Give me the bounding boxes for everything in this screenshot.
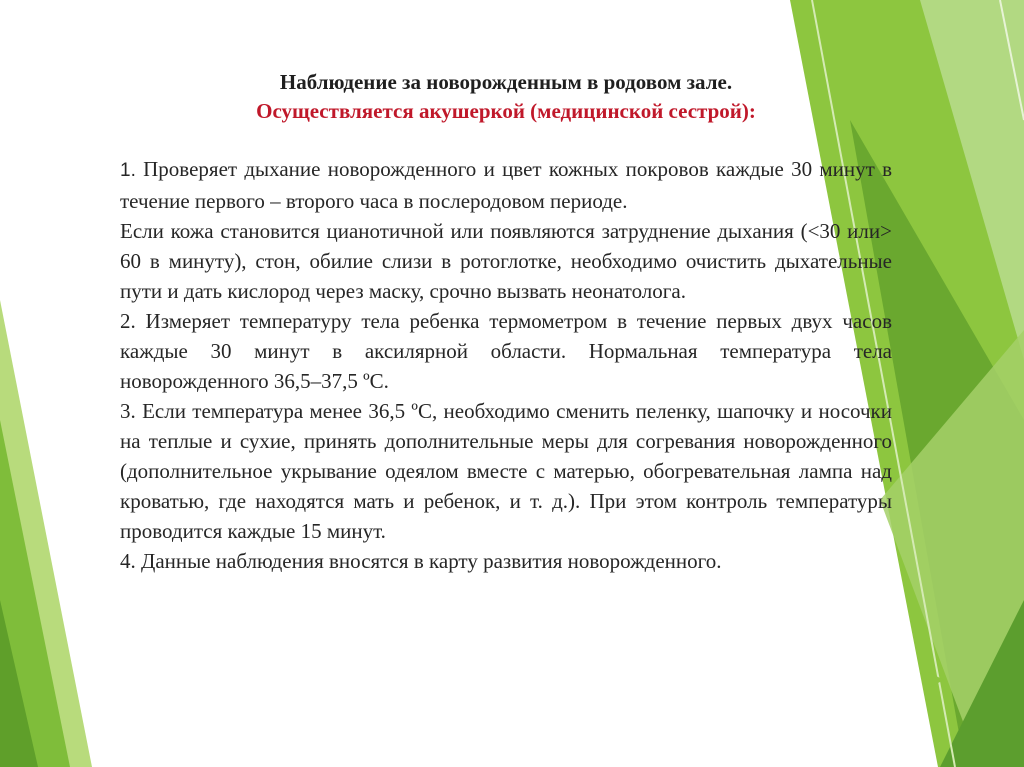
paragraph-text: 4. Данные наблюдения вносятся в карту развития новорожденного. — [120, 549, 722, 573]
slide-content — [120, 68, 892, 576]
slide-subtitle: Осуществляется акушеркой (медицинской сестрой): — [256, 99, 756, 123]
paragraph-text: Если кожа становится цианотичной или появляются затруднение дыхания (<30 или> 60 в минуту), стон, обилие слизи в ротоглотке, необходимо очистить дыхательные пути и дать кислород через маску, срочно вызвать неонатолога. — [120, 219, 892, 303]
paragraph-text: 2. Измеряет температуру тела ребенка термометром в течение первых двух часов каждые 30 минут в аксилярной области. Нормальная температура тела новорожденного 36,5–37,5 ºС. — [120, 309, 892, 393]
paragraph-1 — [120, 154, 892, 216]
paragraph-3 — [120, 306, 892, 396]
paragraph-5 — [120, 546, 892, 576]
paragraph-text: 3. Если температура менее 36,5 ºС, необходимо сменить пеленку, шапочку и носочки на теплые и сухие, принять дополнительные меры для согревания новорожденного (дополнительное укрывание одеялом вместе с матерью, обогревательная лампа над кроватью, где находятся мать и ребенок, и т. д.). При этом контроль температуры проводится каждые 15 минут. — [120, 399, 892, 543]
paragraph-4 — [120, 396, 892, 546]
slide-title: Наблюдение за новорожденным в родовом зале. — [279, 70, 733, 94]
paragraph-text: Проверяет дыхание новорожденного и цвет кожных покровов каждые 30 минут в течение первого – второго часа в послеродовом периоде. — [120, 157, 892, 213]
paragraph-2 — [120, 216, 892, 306]
slide-body — [120, 154, 892, 576]
paragraph-number: 1. — [120, 160, 136, 181]
